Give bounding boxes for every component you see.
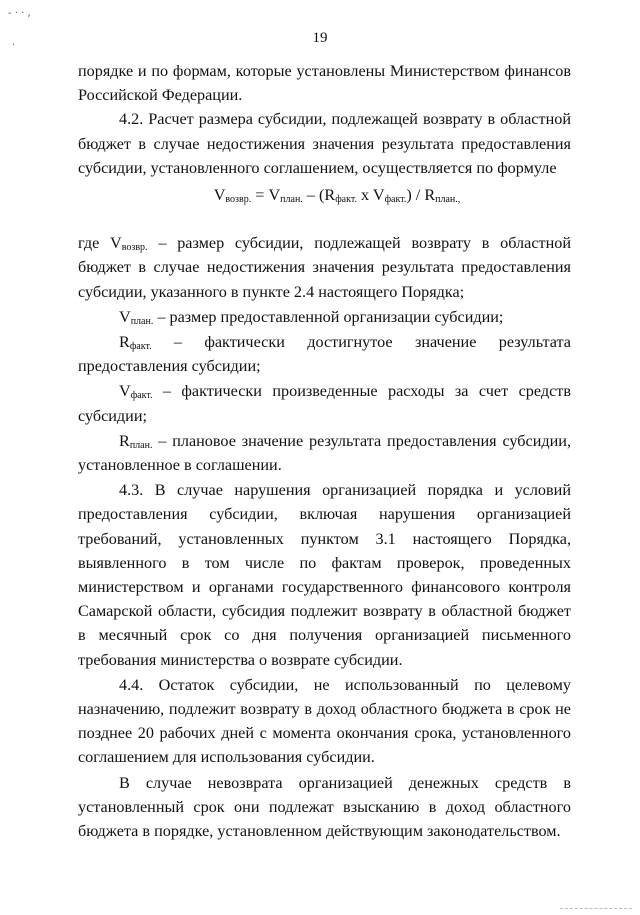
definition-text: – размер предоставленной организации субсидии; <box>153 307 504 326</box>
paragraph-4-2: 4.2. Расчет размера субсидии, подлежащей возврату в областной бюджет в случае недостижения значения результата предоставления субсидии, установленного соглашением, осуществляется по формуле <box>78 110 571 177</box>
scan-artifact-bottom-right <box>560 908 632 909</box>
definition-symbol-sub: возвр. <box>121 242 148 254</box>
paragraph-non-return: В случае невозврата организацией денежных средств в установленный срок они подлежат взысканию в доход областного бюджета в порядке, установленном действующим законодательством. <box>78 773 571 841</box>
formula-minus: – ( <box>302 186 325 205</box>
formula-v-fact: V <box>372 186 385 205</box>
formula-v-return: V <box>213 186 226 205</box>
definition-symbol-sub: план. <box>130 315 154 327</box>
formula-v-fact-sub: факт. <box>384 194 407 206</box>
definition-text: – плановое значение результата предоставления субсидии, установленное в соглашении. <box>78 431 571 475</box>
paragraph-continuation: порядке и по формам, которые установлены Министерством финансов Российской Федерации. <box>78 62 571 105</box>
definition-v-plan <box>78 305 571 329</box>
definition-symbol: V <box>119 307 131 326</box>
page-number: 19 <box>312 30 328 46</box>
definition-symbol: R <box>119 431 130 450</box>
definition-prefix: где <box>78 234 111 253</box>
definition-symbol-sub: план. <box>129 439 153 451</box>
formula-divide: ) / <box>406 186 425 205</box>
formula-v-return-sub: возвр. <box>225 194 252 206</box>
formula-r-fact-sub: факт. <box>335 194 357 206</box>
definition-r-plan <box>78 429 571 477</box>
definition-text: – фактически достигнутое значение результата предоставления субсидии; <box>78 333 571 376</box>
formula <box>103 183 571 207</box>
paragraph-4-3: 4.3. В случае нарушения организацией порядка и условий предоставления субсидии, включая нарушения организацией требований, установленных пунктом 3.1 настоящего Порядка, выявленного в том числе по фактам проверок, проведенных министерством и органами государственного финансового контроля Самарской области, субсидия подлежит возврату в областной бюджет в месячный срок со дня получения организацией письменного требования министерства о возврате субсидии. <box>78 481 571 669</box>
definition-symbol: R <box>119 333 130 352</box>
formula-r-plan: R <box>424 186 436 205</box>
formula-times: x <box>356 186 373 205</box>
scan-artifact-left-dot: · <box>12 40 16 51</box>
document-body <box>78 59 571 843</box>
definition-symbol: V <box>110 234 122 253</box>
scan-artifact-top-left: - · · , <box>8 8 31 19</box>
definition-symbol: V <box>119 382 131 401</box>
definition-symbol-sub: факт. <box>129 341 152 353</box>
formula-v-plan-sub: план. <box>280 194 303 206</box>
formula-r-fact: R <box>324 186 336 205</box>
definition-symbol-sub: факт. <box>130 390 153 402</box>
definition-text: – фактически произведенные расходы за счет средств субсидии; <box>78 382 571 425</box>
definition-r-fact <box>78 330 571 378</box>
definition-text: – размер субсидии, подлежащей возврату в областной бюджет в случае недостижения значения результата предоставления субсидии, указанного в пункте 2.4 настоящего Порядка; <box>78 234 571 301</box>
formula-v-plan: V <box>268 186 281 205</box>
formula-equals: = <box>251 186 269 205</box>
definition-v-return <box>78 231 571 304</box>
formula-r-plan-sub: план., <box>435 194 461 206</box>
definition-v-fact <box>78 379 571 427</box>
paragraph-4-4: 4.4. Остаток субсидии, не использованный по целевому назначению, подлежит возврату в доход областного бюджета в срок не позднее 20 рабочих дней с момента окончания срока, установленного соглашением для использования субсидии. <box>78 675 571 767</box>
